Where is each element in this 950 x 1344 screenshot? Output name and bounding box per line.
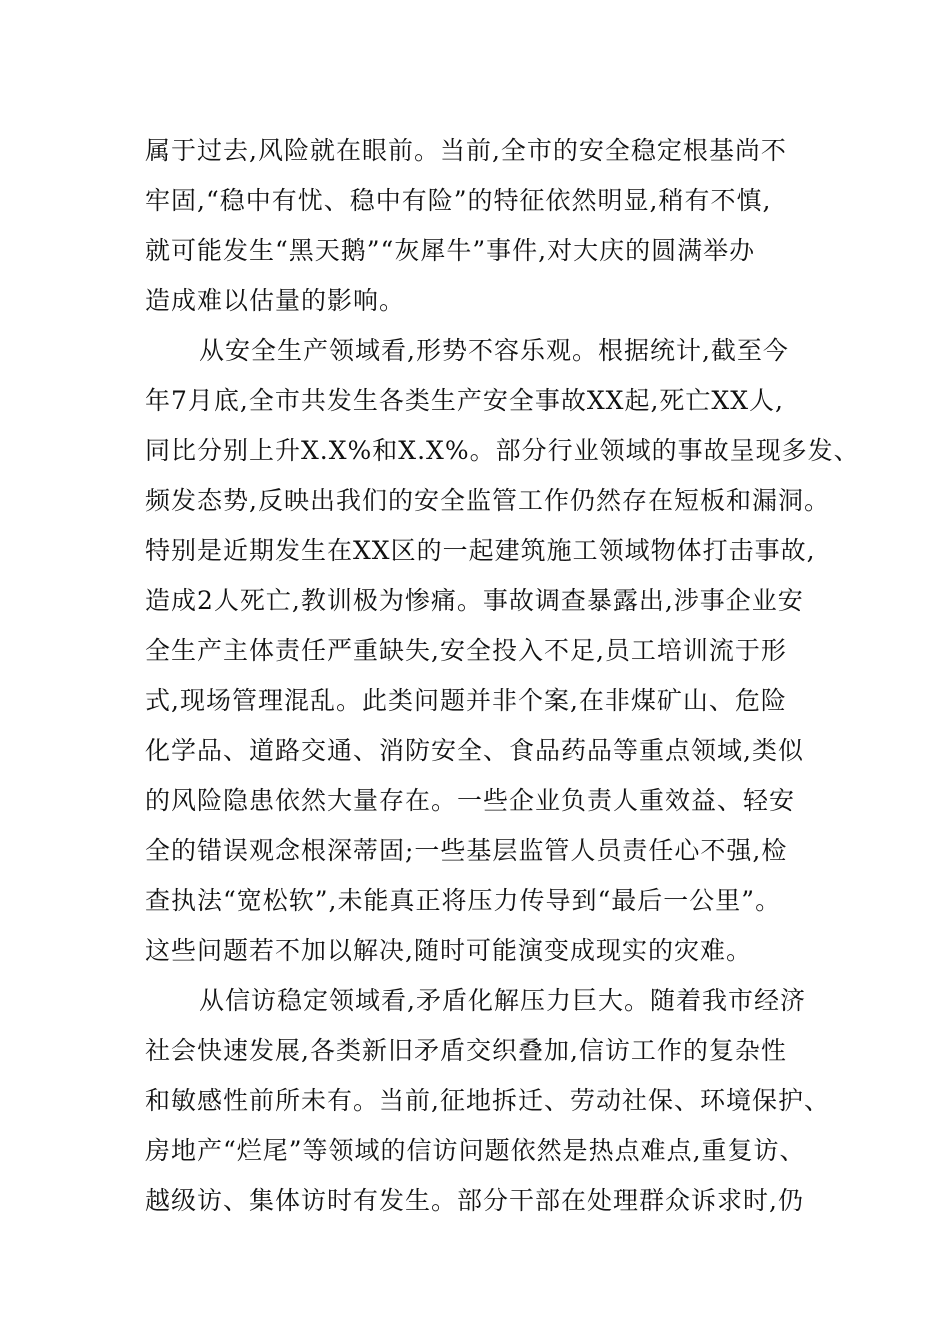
text-line: 越级访、集体访时有发生。部分干部在处理群众诉求时,仍 — [145, 1186, 804, 1215]
text-line: 从安全生产领域看,形势不容乐观。根据统计,截至今 — [199, 336, 789, 365]
text-line: 频发态势,反映出我们的安全监管工作仍然存在短板和漏洞。 — [145, 486, 830, 515]
text-line: 造成2人死亡,教训极为惨痛。事故调查暴露出,涉事企业安 — [145, 586, 804, 615]
text-line: 和敏感性前所未有。当前,征地拆迁、劳动社保、环境保护、 — [145, 1086, 830, 1115]
paragraph — [145, 976, 830, 1226]
text-line: 特别是近期发生在XX区的一起建筑施工领域物体打击事故, — [145, 536, 816, 565]
text-line: 社会快速发展,各类新旧矛盾交织叠加,信访工作的复杂性 — [145, 1036, 787, 1065]
text-line: 属于过去,风险就在眼前。当前,全市的安全稳定根基尚不 — [145, 136, 787, 165]
text-line: 式,现场管理混乱。此类问题并非个案,在非煤矿山、危险 — [145, 686, 787, 715]
text-line: 同比分别上升X.X%和X.X%。部分行业领域的事故呈现多发、 — [145, 436, 860, 465]
text-line: 牢固,“稳中有忧、稳中有险”的特征依然明显,稍有不慎, — [145, 186, 772, 215]
text-line: 的风险隐患依然大量存在。一些企业负责人重效益、轻安 — [145, 786, 796, 815]
text-line: 房地产“烂尾”等领域的信访问题依然是热点难点,重复访、 — [145, 1136, 806, 1165]
text-line: 查执法“宽松软”,未能真正将压力传导到“最后一公里”。 — [145, 886, 782, 915]
text-line: 就可能发生“黑天鹅”“灰犀牛”事件,对大庆的圆满举办 — [145, 236, 756, 265]
text-line: 造成难以估量的影响。 — [145, 286, 406, 315]
paragraph — [145, 326, 860, 976]
text-line: 年7月底,全市共发生各类生产安全事故XX起,死亡XX人, — [145, 386, 784, 415]
text-line: 这些问题若不加以解决,随时可能演变成现实的灾难。 — [145, 936, 752, 965]
paragraph — [145, 126, 830, 326]
text-line: 全的错误观念根深蒂固;一些基层监管人员责任心不强,检 — [145, 836, 788, 865]
text-line: 从信访稳定领域看,矛盾化解压力巨大。随着我市经济 — [199, 986, 806, 1015]
text-line: 化学品、道路交通、消防安全、食品药品等重点领域,类似 — [145, 736, 804, 765]
body-text — [145, 126, 860, 1226]
text-line: 全生产主体责任严重缺失,安全投入不足,员工培训流于形 — [145, 636, 787, 665]
